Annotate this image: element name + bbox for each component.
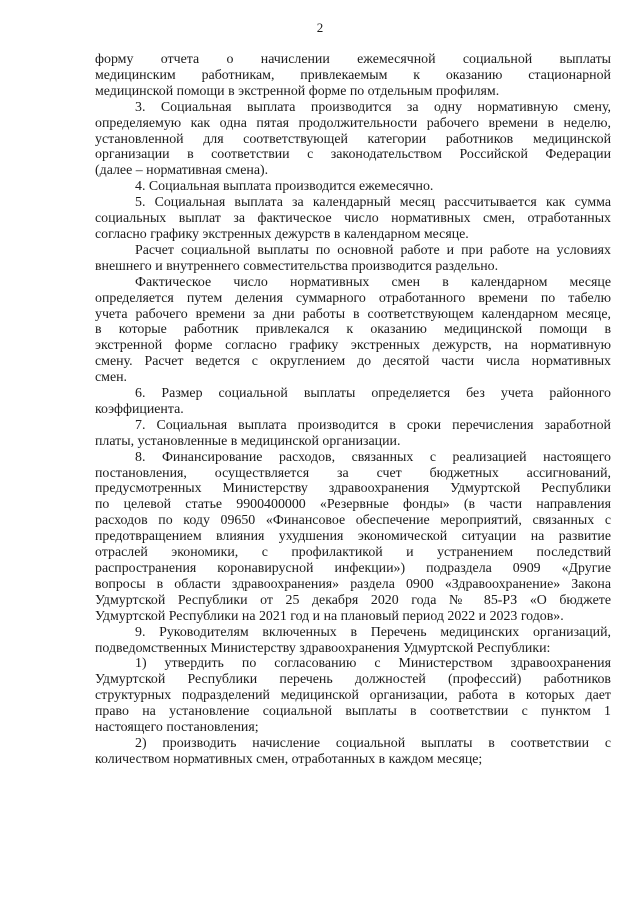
paragraph xyxy=(95,243,611,275)
text-line: отраслей экономики, с профилактикой и устранением последствий xyxy=(95,545,611,561)
text-line: 4. Социальная выплата производится ежемесячно. xyxy=(135,179,434,195)
text-line: 5. Социальная выплата за календарный месяц рассчитывается как сумма xyxy=(135,195,611,211)
text-line: расходов по коду 09650 «Финансовое обеспечение мероприятий, связанных с xyxy=(95,513,611,529)
text-line: 9. Руководителям включенных в Перечень медицинских организаций, xyxy=(135,624,611,640)
text-line: учета рабочего времени за дни работы в соответствующем календарном месяце, xyxy=(95,306,611,322)
text-line: внешнего и внутреннего совместительства производится раздельно. xyxy=(95,258,499,274)
text-line: Удмуртской Республики от 25 декабря 2020 года № 85-РЗ «О бюджете xyxy=(95,592,611,608)
paragraph xyxy=(95,625,611,657)
text-line: согласно графику экстренных дежурств в календарном месяце. xyxy=(95,226,469,242)
text-line: по целевой статье 9900400000 «Резервные фонды» (в части направления xyxy=(95,497,611,513)
text-line: в которые работник привлекался к оказанию медицинской помощи в xyxy=(95,322,611,338)
text-line: Расчет социальной выплаты по основной работе и при работе на условиях xyxy=(135,242,611,258)
text-line: медицинским работникам, привлекаемым к оказанию стационарной xyxy=(95,67,611,83)
text-line: социальных выплат за фактическое число нормативных смен, отработанных xyxy=(95,211,611,227)
paragraph xyxy=(95,450,611,625)
text-line: (далее – нормативная смена). xyxy=(95,163,269,179)
text-line: платы, установленные в медицинской организации. xyxy=(95,433,401,449)
text-line: вопросы в области здравоохранения» раздела 0900 «Здравоохранение» Закона xyxy=(95,576,611,592)
paragraph xyxy=(95,386,611,418)
text-line: Фактическое число нормативных смен в календарном месяце xyxy=(135,274,611,290)
text-line: распространения коронавирусной инфекции») подраздела 0909 «Другие xyxy=(95,561,611,576)
text-line: настоящего постановления; xyxy=(95,720,259,736)
paragraph xyxy=(95,418,611,450)
text-line: экстренной форме согласно графику экстренных дежурств, на нормативную xyxy=(95,338,611,354)
paragraph xyxy=(95,52,611,100)
text-line: право на установление социальной выплаты в соответствии с пунктом 1 xyxy=(95,704,611,720)
text-line: 8. Финансирование расходов, связанных с реализацией настоящего xyxy=(135,449,611,465)
text-line: структурных подразделений медицинской организации, работа в которых дает xyxy=(95,688,611,704)
paragraph xyxy=(95,736,611,768)
text-line: 2) производить начисление социальной выплаты в соответствии с xyxy=(135,735,611,751)
paragraph xyxy=(95,100,611,180)
text-line: форму отчета о начислении ежемесячной социальной выплаты xyxy=(95,52,611,67)
text-line: коэффициента. xyxy=(95,401,184,417)
text-line: определяемую как одна пятая продолжительности рабочего времени в неделю, xyxy=(95,115,611,131)
text-line: количеством нормативных смен, отработанных в каждом месяце; xyxy=(95,751,483,767)
text-line: 3. Социальная выплата производится за одну нормативную смену, xyxy=(135,99,611,115)
page-number: 2 xyxy=(316,20,324,35)
text-line: смен. xyxy=(95,370,128,386)
text-line: установленной для соответствующей категории работников медицинской xyxy=(95,131,611,147)
paragraph xyxy=(95,656,611,736)
text-line: смену. Расчет ведется с округлением до десятой части числа нормативных xyxy=(95,354,611,370)
text-line: подведомственных Министерству здравоохранения Удмуртской Республики: xyxy=(95,640,551,656)
text-line: определяется путем деления суммарного отработанного времени по табелю xyxy=(95,290,611,306)
paragraph xyxy=(95,195,611,243)
text-line: 1) утвердить по согласованию с Министерством здравоохранения xyxy=(135,656,611,672)
text-line: 7. Социальная выплата производится в сроки перечисления заработной xyxy=(135,417,611,433)
text-line: организации в соответствии с законодательством Российской Федерации xyxy=(95,147,611,163)
paragraph xyxy=(95,275,611,386)
document-body xyxy=(95,52,611,768)
text-line: постановления, осуществляется за счет бюджетных ассигнований, xyxy=(95,465,611,481)
paragraph xyxy=(95,179,611,195)
text-line: Удмуртской Республики на 2021 год и на плановый период 2022 и 2023 годов». xyxy=(95,608,564,624)
text-line: Удмуртской Республики перечень должностей (профессий) работников xyxy=(95,672,611,688)
text-line: медицинской помощи в экстренной форме по отдельным профилям. xyxy=(95,83,500,99)
text-line: 6. Размер социальной выплаты определяется без учета районного xyxy=(135,386,611,402)
text-line: предусмотренных Министерству здравоохранения Удмуртской Республики xyxy=(95,481,611,497)
text-line: предотвращением влияния ухудшения экономической ситуации на развитие xyxy=(95,529,611,545)
